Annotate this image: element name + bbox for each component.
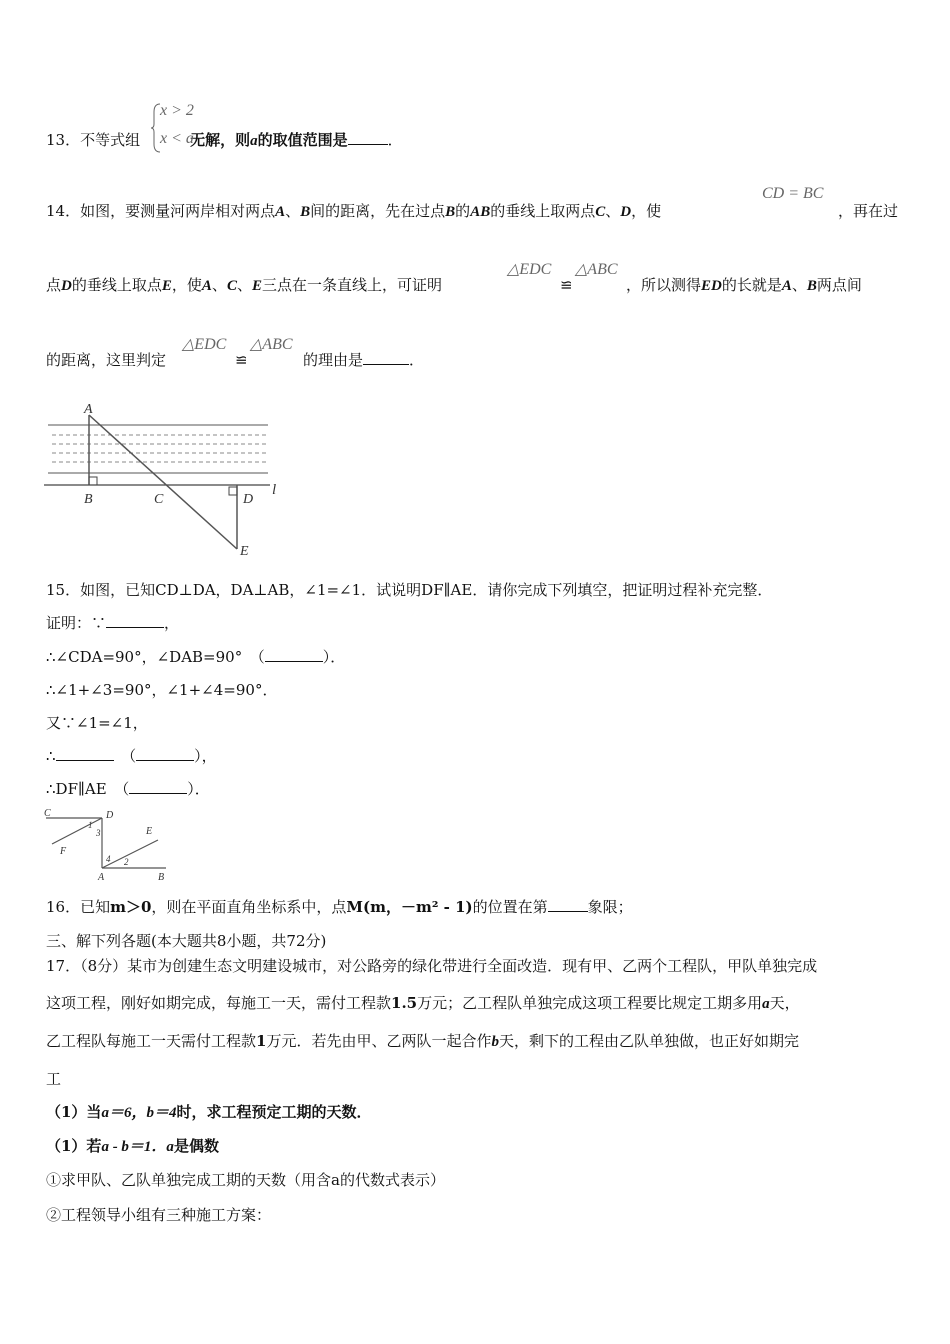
q14-text-1b: 间的距离，先在过点 — [310, 202, 446, 220]
q15-proof-line4: 又∵∠1=∠1， — [46, 714, 148, 732]
q13-system-line1: x > 2 — [160, 102, 194, 119]
q15-stem: 15．如图，已知CD⊥DA，DA⊥AB，∠1=∠1．试说明DF∥AE．请你完成下列填空，把证明过程补充完整． — [46, 581, 773, 599]
q15-proof-line6 — [46, 778, 210, 799]
q14-text-2d: 三点在一条直线上，可证明 — [261, 276, 442, 294]
q15-proof-line3: ∴∠1+∠3=90°，∠1+∠4=90°． — [46, 681, 278, 699]
q16-b: ，则在平面直角坐标系中，点 — [151, 898, 347, 916]
q16-point: M(m，－m² - 1) — [346, 898, 473, 916]
q14-point-C2: C — [226, 278, 237, 294]
q17-var-b: b — [491, 1034, 499, 1050]
q17-part2 — [46, 1135, 219, 1156]
q15-s5-b: （ — [128, 747, 137, 765]
q14-text-2e: ，所以测得 — [626, 276, 702, 294]
q13-post: 的取值范围是 — [257, 131, 348, 149]
q14-congruent: ≌ — [560, 276, 573, 294]
fig14-label-E: E — [240, 544, 249, 559]
q17-p2-a: （1）若 — [46, 1137, 102, 1155]
q14-line2 — [46, 274, 442, 295]
q14-point-B3: B — [806, 278, 817, 294]
q15-proof-post: ， — [164, 614, 180, 632]
q17-var-a: a — [762, 996, 770, 1012]
q14-text-1a: 14．如图，要测量河两岸相对两点 — [46, 202, 276, 220]
q17-line2-c: 天， — [769, 994, 800, 1012]
right-angle-B-icon — [89, 477, 97, 485]
q13-text — [46, 129, 403, 150]
q14-point-D2: D — [61, 278, 72, 294]
q14-tri-edc: △EDC — [507, 261, 552, 278]
q14-text-1f: ，再在过 — [838, 202, 899, 220]
q16-condition: m＞0 — [110, 898, 152, 916]
q15-s5-a: ∴ — [46, 747, 56, 765]
fig14-label-C: C — [154, 492, 164, 507]
q16-c: 的位置在第 — [472, 898, 548, 916]
q14-line1 — [46, 200, 661, 221]
q17-line2-b: 万元；乙工程队单独完成这项工程要比规定工期多用 — [417, 994, 763, 1012]
fig15-angle-4: 4 — [106, 854, 111, 864]
q17-cost-a: 1.5 — [391, 994, 418, 1012]
q14-point-B: B — [300, 204, 311, 220]
fig15-label-A: A — [98, 872, 105, 882]
q14-sep5: 、 — [791, 276, 807, 294]
fig15-label-B: B — [158, 872, 165, 882]
q13-mid: 无解，则 — [190, 131, 251, 149]
q14-cd-eq-bc: CD = BC — [762, 185, 824, 202]
q15-s2-b: ）． — [322, 648, 346, 666]
q17-line2 — [46, 992, 800, 1013]
q17-p2-cond: a - b＝1．a — [101, 1139, 174, 1155]
q14-line3-tail — [303, 349, 424, 370]
fig15-angle-2: 2 — [124, 857, 129, 867]
q15-s6-a: ∴DF∥AE （ — [46, 780, 130, 798]
q15-s5-c: ）， — [194, 747, 217, 765]
q14-seg-AB: AB — [470, 204, 491, 220]
q14-point-B2: B — [445, 204, 456, 220]
figure-14-river-diagram — [40, 395, 290, 560]
q14-point-A3: A — [781, 278, 792, 294]
q14-end: ． — [409, 351, 425, 369]
q14-sep2: 、 — [605, 202, 621, 220]
q14-point-E: E — [161, 278, 172, 294]
section-3-heading: 三、解下列各题(本大题共8小题，共72分) — [46, 932, 327, 950]
q14-text-3a: 的距离，这里判定 — [46, 351, 167, 369]
q17-line3-a: 乙工程队每施工一天需付工程款 — [46, 1032, 257, 1050]
q16-d: 象限； — [587, 898, 633, 916]
fig14-label-A: A — [84, 402, 93, 417]
q14-answer-blank[interactable] — [363, 350, 409, 365]
q17-line2-a: 这项工程，刚好如期完成，每施工一天，需付工程款 — [46, 994, 392, 1012]
q15-blank-5[interactable] — [129, 779, 187, 794]
q13-number: 13． — [46, 131, 81, 149]
q14-congruent-2: ≌ — [235, 351, 248, 369]
q17-p1-cond: a＝6，b＝4 — [101, 1105, 177, 1121]
q14-point-A2: A — [201, 278, 212, 294]
q14-text-2f: 的长就是 — [721, 276, 782, 294]
q14-point-D: D — [620, 204, 632, 220]
fig15-label-E: E — [146, 826, 153, 837]
q14-tri-abc-2: △ABC — [250, 336, 293, 353]
q15-proof-pre: 证明：∵ — [46, 614, 107, 632]
q14-point-E2: E — [251, 278, 262, 294]
q15-blank-4[interactable] — [136, 746, 194, 761]
q17-line1: 17．（8分）某市为创建生态文明建设城市，对公路旁的绿化带进行全面改造．现有甲、乙两个工程队，甲队单独完成 — [46, 957, 818, 975]
fig15-angle-3: 3 — [96, 828, 101, 838]
q14-text-3b: 的理由是 — [303, 351, 364, 369]
q17-p2-b: 是偶数 — [173, 1137, 219, 1155]
q15-proof-line5 — [46, 745, 217, 766]
q13-system-line2: x < a — [160, 130, 194, 147]
q13-answer-blank[interactable] — [348, 130, 388, 145]
q14-seg-ED: ED — [701, 278, 722, 294]
q17-line3-c: 天，剩下的工程由乙队单独做，也正好如期完 — [498, 1032, 799, 1050]
q15-s6-b: ）． — [187, 780, 210, 798]
fig14-label-B: B — [84, 492, 93, 507]
q14-sep4: 、 — [236, 276, 252, 294]
q13-pre: 不等式组 — [80, 131, 141, 149]
q15-proof-line1 — [46, 612, 179, 633]
q14-text-2g: 两点间 — [816, 276, 862, 294]
q16-a: 16．已知 — [46, 898, 111, 916]
fig15-angle-1: 1 — [88, 820, 93, 830]
q17-line3-b: 万元．若先由甲、乙两队一起合作 — [266, 1032, 492, 1050]
q14-text-1e: ，使 — [631, 202, 662, 220]
q14-point-A: A — [275, 204, 286, 220]
q14-text-2b: 的垂线上取点 — [71, 276, 162, 294]
fig15-label-F: F — [60, 846, 67, 857]
q14-tri-abc: △ABC — [575, 261, 618, 278]
q17-cost-b: 1 — [256, 1032, 267, 1050]
q15-blank-1[interactable] — [106, 613, 164, 628]
q16-answer-blank[interactable] — [548, 897, 588, 912]
q17-p1-b: 时，求工程预定工期的天数． — [176, 1103, 372, 1121]
fig15-label-C: C — [44, 808, 51, 819]
right-angle-D-icon — [229, 487, 237, 495]
q17-line3 — [46, 1030, 799, 1051]
q17-sub2: ②工程领导小组有三种施工方案： — [46, 1206, 272, 1224]
q15-s2-a: ∴∠CDA=90°，∠DAB=90° （ — [46, 648, 265, 666]
q14-text-1c: 的 — [455, 202, 471, 220]
q15-proof-line2 — [46, 646, 345, 667]
q14-text-1d: 的垂线上取两点 — [490, 202, 596, 220]
q14-line2-tail — [626, 274, 862, 295]
segment-DF — [52, 818, 102, 844]
q14-point-C: C — [595, 204, 606, 220]
q13-end: ． — [387, 131, 403, 149]
figure-15-diagram — [40, 804, 175, 882]
q14-text-2c: ，使 — [171, 276, 202, 294]
q14-text-2a: 点 — [46, 276, 62, 294]
fig14-label-l: l — [272, 482, 277, 498]
q17-p1-a: （1）当 — [46, 1103, 102, 1121]
q17-line4: 工 — [46, 1070, 62, 1088]
fig14-label-D: D — [243, 492, 254, 507]
q14-sep3: 、 — [211, 276, 227, 294]
q15-blank-3[interactable] — [56, 746, 114, 761]
q17-part1 — [46, 1101, 371, 1122]
q14-sep: 、 — [285, 202, 301, 220]
q15-blank-2[interactable] — [265, 647, 323, 662]
q17-sub1: ①求甲队、乙队单独完成工期的天数（用含a的代数式表示） — [46, 1171, 445, 1189]
fig15-label-D: D — [106, 810, 114, 821]
question-16 — [46, 896, 633, 917]
q14-tri-edc-2: △EDC — [182, 336, 227, 353]
q13-var-a: a — [250, 133, 258, 149]
